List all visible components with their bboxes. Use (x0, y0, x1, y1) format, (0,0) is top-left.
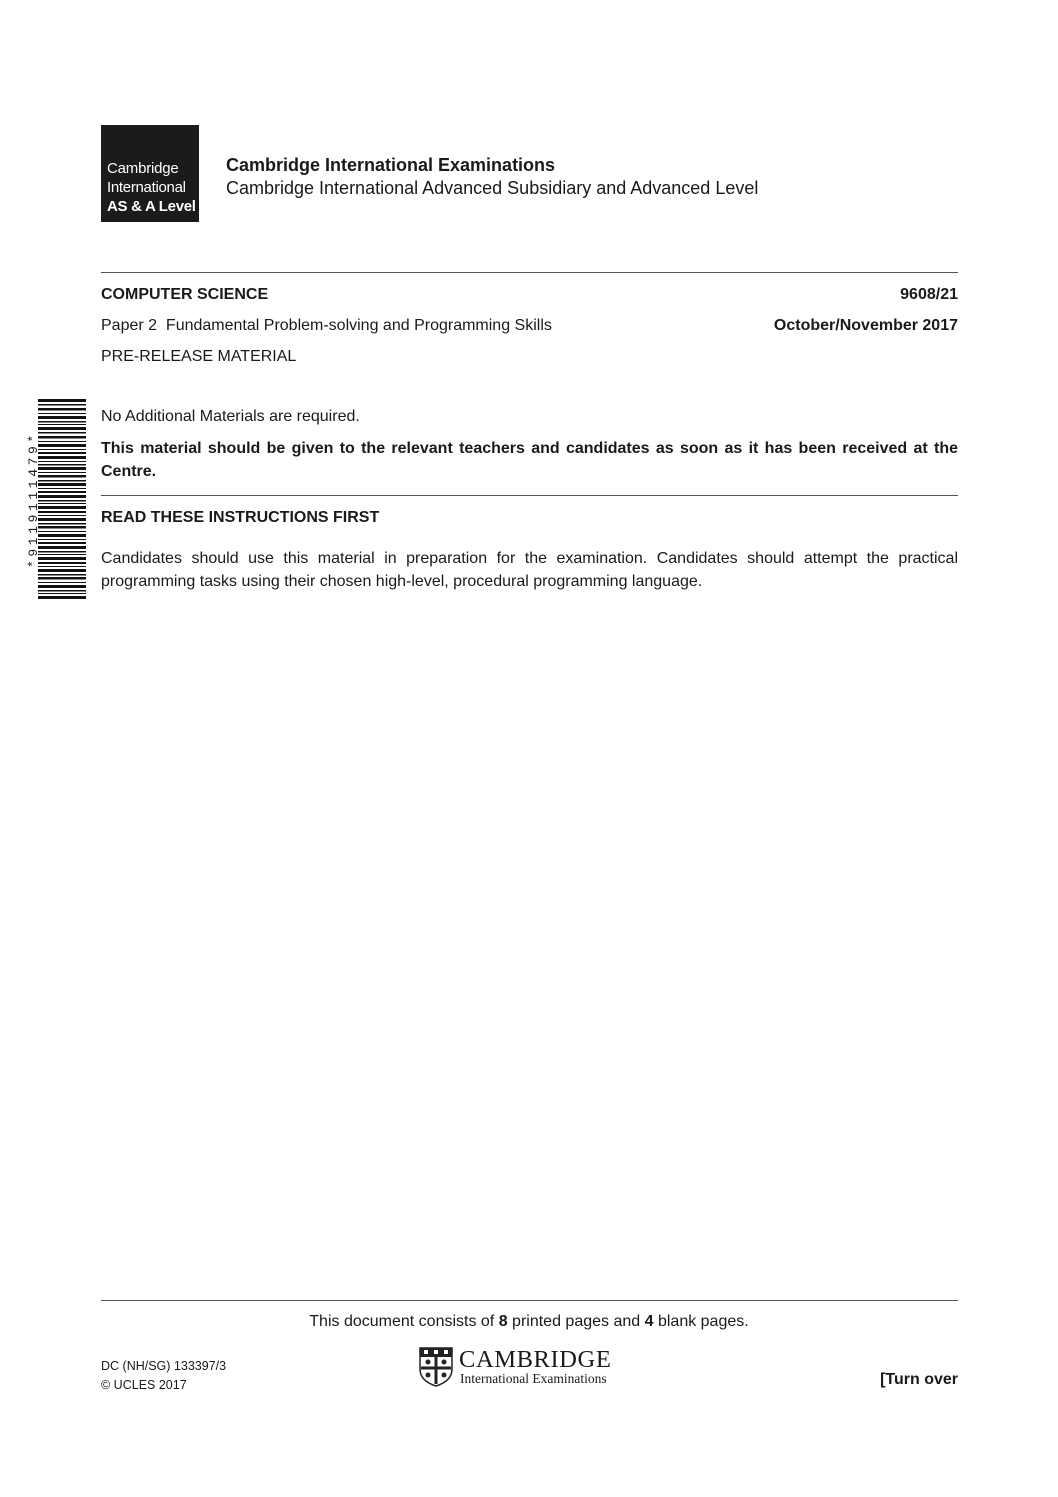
syllabus-code: 9608/21 (900, 286, 958, 303)
instructions-rule (101, 495, 958, 496)
page-count-note (0, 1313, 1058, 1331)
distribution-instruction: This material should be given to the relevant teachers and candidates as soon as it has been received at the Centre. (101, 440, 958, 480)
header-rule (101, 272, 958, 273)
doc-ref-code: DC (NH/SG) 133397/3 (101, 1359, 227, 1373)
subject-title: COMPUTER SCIENCE (101, 286, 269, 303)
footer-rule (101, 1300, 958, 1301)
ucles-logo-line-2: International Examinations (460, 1371, 607, 1386)
logo-line-2: International (107, 179, 186, 196)
no-materials-note: No Additional Materials are required. (101, 408, 360, 425)
instructions-heading: READ THESE INSTRUCTIONS FIRST (101, 509, 380, 526)
paper-title: Paper 2 Fundamental Problem-solving and Programming Skills (101, 317, 552, 334)
ucles-logo-line-1: CAMBRIDGE (459, 1346, 612, 1373)
pages-prefix: This document consists of (309, 1313, 499, 1330)
exam-session: October/November 2017 (773, 317, 958, 334)
pages-suffix: blank pages. (653, 1313, 749, 1330)
crest-icon (419, 1347, 453, 1387)
logo-line-1: Cambridge (107, 160, 179, 177)
pages-middle: printed pages and (507, 1313, 645, 1330)
barcode-digits: *9119111479* (26, 431, 41, 569)
org-name: Cambridge International Examinations (226, 155, 556, 175)
cambridge-logo (101, 125, 199, 222)
printed-page-count: 8 (498, 1313, 508, 1330)
qualification-name: Cambridge International Advanced Subsidiary and Advanced Level (226, 178, 759, 198)
document-reference (101, 1357, 226, 1395)
blank-page-count: 4 (644, 1313, 654, 1330)
copyright-notice: © UCLES 2017 (101, 1378, 187, 1392)
logo-line-3: AS & A Level (107, 198, 196, 215)
turn-over-label: [Turn over (880, 1371, 958, 1388)
candidate-instructions: Candidates should use this material in preparation for the examination. Candidates should attempt the practical programming tasks using their chosen high-level, procedural programming language. (101, 550, 958, 590)
material-type: PRE-RELEASE MATERIAL (101, 348, 297, 365)
